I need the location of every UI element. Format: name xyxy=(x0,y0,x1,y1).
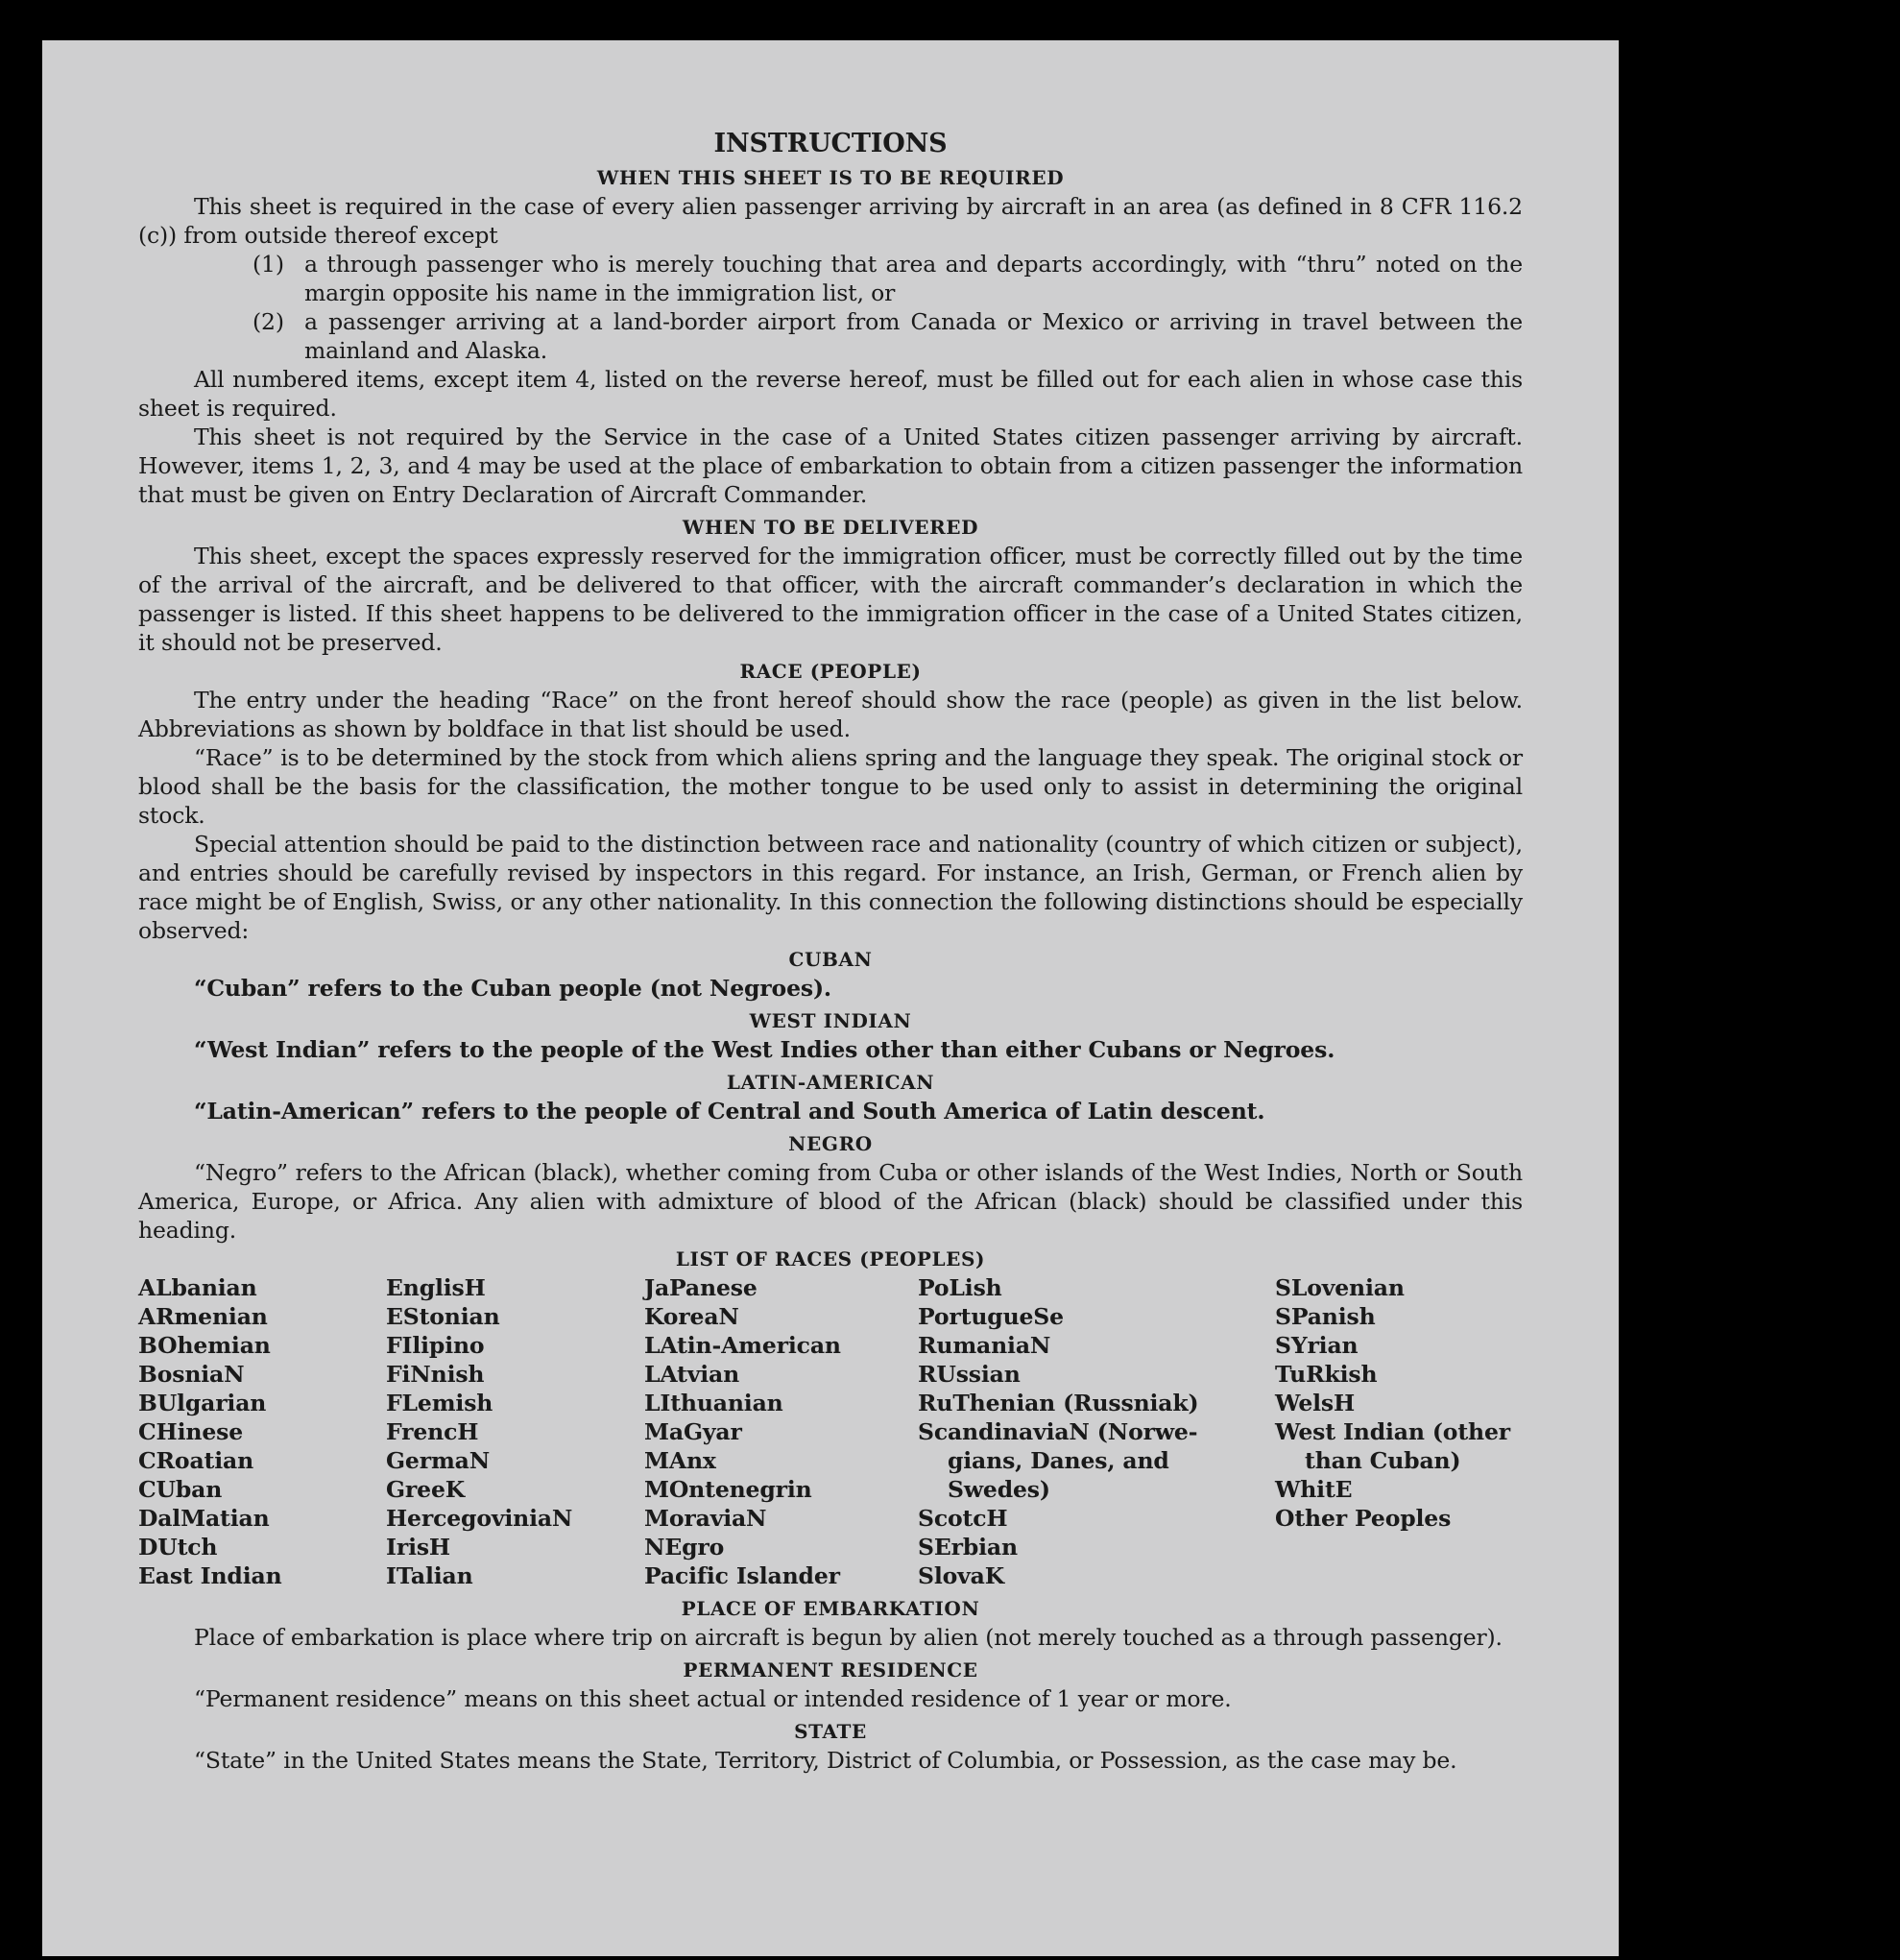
race-column-4 xyxy=(918,1273,1275,1590)
paragraph-citizen: This sheet is not required by the Service in the case of a United States citizen passenger arriving by aircraft. However, items 1, 2, 3, and 4 may be used at the place of embarkation to obtain from a citizen passenger the information that must be given on Entry Declaration of Aircraft Commander. xyxy=(138,423,1523,508)
list-item: MaGyar xyxy=(644,1418,742,1445)
list-item: FLemish xyxy=(386,1390,493,1416)
paragraph-residence: “Permanent residence” means on this sheet actual or intended residence of 1 year or more. xyxy=(194,1685,1232,1712)
list-item: IrisH xyxy=(386,1534,450,1561)
list-item: Other Peoples xyxy=(1275,1505,1452,1532)
paragraph-west-indian: “West Indian” refers to the people of the West Indies other than either Cubans or Negroes. xyxy=(194,1036,1335,1063)
list-item: BosniaN xyxy=(138,1361,245,1388)
list-item: LAtin-American xyxy=(644,1332,841,1359)
heading-state: STATE xyxy=(794,1720,867,1743)
paragraph-race-definition: “Race” is to be determined by the stock from which aliens spring and the language they speak. The original stock or blood shall be the basis for the classification, the mother tongue to be used only to assist in determining the original stock. xyxy=(138,744,1523,829)
page-title: INSTRUCTIONS xyxy=(713,129,948,158)
heading-when-delivered: WHEN TO BE DELIVERED xyxy=(682,516,979,539)
race-column-3 xyxy=(644,1273,918,1590)
race-column-1 xyxy=(138,1273,386,1590)
paragraph-numbered-items: All numbered items, except item 4, listed on the reverse hereof, must be filled out for each alien in whose case this sheet is required. xyxy=(138,366,1523,422)
list-item: GreeK xyxy=(386,1476,466,1503)
paragraph-delivered: This sheet, except the spaces expressly reserved for the immigration officer, must be correctly filled out by the time of the arrival of the aircraft, and be delivered to that officer, with the aircraft commander’s declaration in which the passenger is listed. If this sheet happens to be delivered to the immigration officer in the case of a United States citizen, it should not be preserved. xyxy=(138,543,1523,656)
list-item: DUtch xyxy=(138,1534,218,1561)
list-item: FrencH xyxy=(386,1418,479,1445)
list-item: RUssian xyxy=(918,1361,1021,1388)
instructions-content xyxy=(138,119,1523,1775)
heading-when-required: WHEN THIS SHEET IS TO BE REQUIRED xyxy=(596,166,1065,189)
list-item: FiNnish xyxy=(386,1361,485,1388)
paragraph-negro: “Negro” refers to the African (black), whether coming from Cuba or other islands of the West Indies, North or South America, Europe, or Africa. Any alien with admixture of blood of the African (black) should be classified under this heading. xyxy=(138,1159,1523,1244)
list-item: MoraviaN xyxy=(644,1505,767,1532)
list-item: RumaniaN xyxy=(918,1332,1051,1359)
list-item: CRoatian xyxy=(138,1447,254,1474)
list-item: WhitE xyxy=(1275,1476,1353,1503)
list-item: GermaN xyxy=(386,1447,491,1474)
list-item xyxy=(138,250,1523,307)
list-item: ALbanian xyxy=(138,1274,257,1301)
list-item: CUban xyxy=(138,1476,223,1503)
list-item: JaPanese xyxy=(644,1274,758,1301)
paragraph-race-nationality: Special attention should be paid to the distinction between race and nationality (country of which citizen or subject), and entries should be carefully revised by inspectors in this regard. For instance, an Irish, German, or French alien by race might be of English, Swiss, or any other nationality. In this connection the following distinctions should be especially observed: xyxy=(138,831,1523,944)
list-item: SErbian xyxy=(918,1534,1018,1561)
list-item: Pacific Islander xyxy=(644,1562,840,1589)
list-item: ARmenian xyxy=(138,1303,268,1330)
heading-permanent-residence: PERMANENT RESIDENCE xyxy=(683,1658,978,1682)
list-item: EnglisH xyxy=(386,1274,486,1301)
list-item: WelsH xyxy=(1275,1390,1356,1416)
paragraph-embarkation: Place of embarkation is place where trip on aircraft is begun by alien (not merely touched as a through passenger). xyxy=(194,1624,1503,1651)
paragraph-required: This sheet is required in the case of every alien passenger arriving by aircraft in an area (as defined in 8 CFR 116.2 (c)) from outside thereof except xyxy=(138,193,1523,249)
list-item: ScotcH xyxy=(918,1505,1008,1532)
list-item: SPanish xyxy=(1275,1303,1376,1330)
list-item xyxy=(138,307,1523,365)
heading-list-of-races: LIST OF RACES (PEOPLES) xyxy=(675,1247,986,1270)
item-number: (2) xyxy=(253,308,284,335)
race-column-5 xyxy=(1275,1273,1523,1590)
list-item: West Indian (other xyxy=(1275,1418,1510,1445)
list-item: BOhemian xyxy=(138,1332,271,1359)
paragraph-latin-american: “Latin-American” refers to the people of Central and South America of Latin descent. xyxy=(194,1098,1265,1125)
heading-latin-american: LATIN-AMERICAN xyxy=(726,1071,935,1094)
list-item: PortugueSe xyxy=(918,1303,1064,1330)
list-item: East Indian xyxy=(138,1562,282,1589)
heading-race: RACE (PEOPLE) xyxy=(739,660,922,683)
list-item: KoreaN xyxy=(644,1303,739,1330)
list-item: BUlgarian xyxy=(138,1390,267,1416)
list-item: MAnx xyxy=(644,1447,716,1474)
paragraph-race-entry: The entry under the heading “Race” on the front hereof should show the race (people) as given in the list below. Abbreviations as shown by boldface in that list should be used. xyxy=(138,687,1523,742)
list-item: PoLish xyxy=(918,1274,1002,1301)
list-item: NEgro xyxy=(644,1534,725,1561)
list-item: EStonian xyxy=(386,1303,500,1330)
list-item: gians, Danes, and xyxy=(948,1447,1169,1474)
list-item: SLovenian xyxy=(1275,1274,1405,1301)
heading-place-of-embarkation: PLACE OF EMBARKATION xyxy=(681,1597,980,1620)
heading-west-indian: WEST INDIAN xyxy=(749,1009,912,1032)
list-item: DalMatian xyxy=(138,1505,270,1532)
list-item: LIthuanian xyxy=(644,1390,783,1416)
item-number: (1) xyxy=(253,251,284,278)
list-item: FIlipino xyxy=(386,1332,485,1359)
list-item: HercegoviniaN xyxy=(386,1505,573,1532)
item-text: a through passenger who is merely touching that area and departs accordingly, with “thru” noted on the margin opposite his name in the immigration list, or xyxy=(304,251,1523,306)
list-item: ScandinaviaN (Norwe- xyxy=(918,1418,1198,1445)
list-item: SYrian xyxy=(1275,1332,1359,1359)
item-text: a passenger arriving at a land-border airport from Canada or Mexico or arriving in travel between the mainland and Alaska. xyxy=(304,308,1523,364)
paragraph-state: “State” in the United States means the State, Territory, District of Columbia, or Possession, as the case may be. xyxy=(194,1747,1457,1774)
list-item: CHinese xyxy=(138,1418,244,1445)
race-list xyxy=(138,1273,1523,1590)
list-item: Swedes) xyxy=(948,1476,1050,1503)
heading-negro: NEGRO xyxy=(788,1132,873,1155)
paragraph-cuban: “Cuban” refers to the Cuban people (not Negroes). xyxy=(194,975,831,1002)
list-item: ITalian xyxy=(386,1562,473,1589)
document-page xyxy=(42,40,1619,1956)
list-item: MOntenegrin xyxy=(644,1476,812,1503)
heading-cuban: CUBAN xyxy=(788,948,873,971)
list-item: RuThenian (Russniak) xyxy=(918,1390,1199,1416)
list-item: LAtvian xyxy=(644,1361,740,1388)
race-column-2 xyxy=(386,1273,644,1590)
list-item: SlovaK xyxy=(918,1562,1004,1589)
list-item: TuRkish xyxy=(1275,1361,1378,1388)
list-item: than Cuban) xyxy=(1305,1447,1461,1474)
